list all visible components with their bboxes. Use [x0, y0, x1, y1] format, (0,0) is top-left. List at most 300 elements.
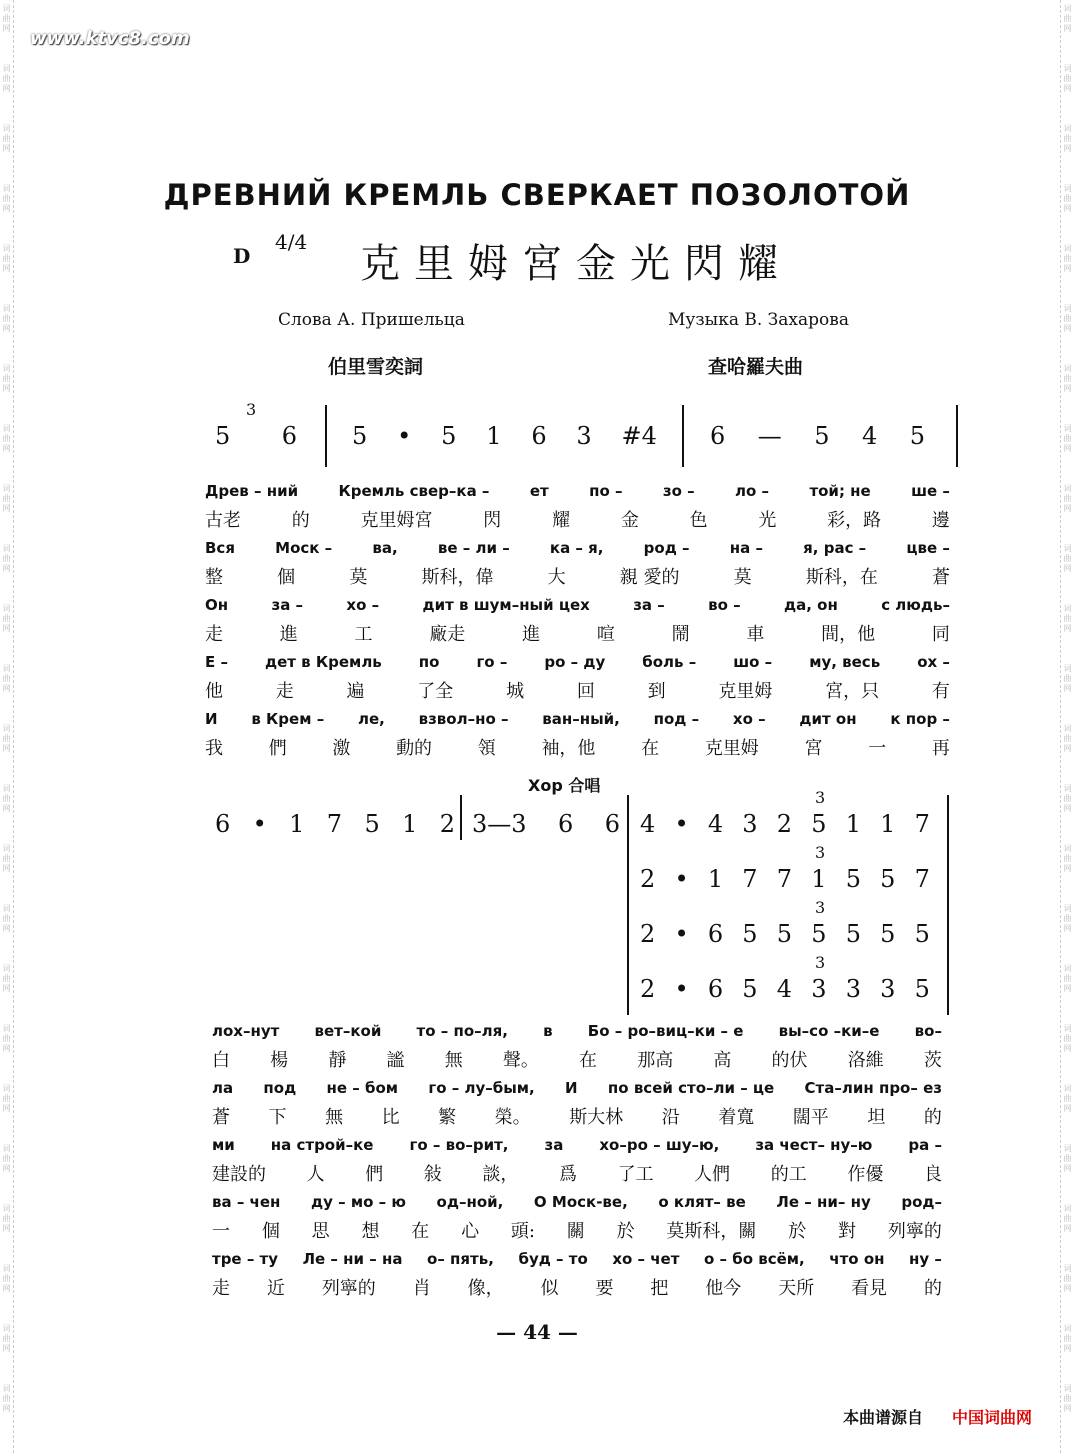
barline: [460, 795, 462, 840]
lyric-syllable: 的伏: [771, 1050, 808, 1071]
lyric-syllable: Ле – ни– ну: [776, 1193, 871, 1211]
side-watermark-text: 词 曲 网: [2, 1024, 11, 1053]
lyric-syllable: 蒼: [212, 1107, 230, 1128]
side-watermark-text: 词 曲 网: [1063, 1264, 1072, 1293]
lyric-syllable: 比: [381, 1107, 400, 1128]
lyric-syllable: ду – мо – ю: [311, 1193, 406, 1211]
lyric-syllable: 想: [361, 1221, 380, 1242]
note: 3: [845, 975, 861, 1003]
note: 5: [215, 422, 231, 450]
note: 3: [811, 975, 827, 1003]
side-watermark-text: 词 曲 网: [2, 244, 11, 273]
lyric-line-russian: [205, 710, 950, 728]
side-watermark-text: 词 曲 网: [1063, 784, 1072, 813]
lyric-syllable: 們: [365, 1164, 384, 1185]
lyric-syllable: 間，他: [821, 624, 876, 645]
lyric-syllable: за чест– ну–ю: [755, 1136, 873, 1154]
lyric-syllable: 下: [268, 1107, 287, 1128]
note: 2: [640, 920, 656, 948]
side-watermark-text: 词 曲 网: [2, 1384, 11, 1413]
lyric-syllable: 在: [411, 1221, 430, 1242]
side-watermark-text: 词 曲 网: [2, 364, 11, 393]
lyric-syllable: 把: [650, 1278, 669, 1299]
lyric-syllable: 無: [444, 1050, 463, 1071]
note: 5: [776, 920, 793, 948]
lyric-syllable: 動的: [396, 738, 433, 759]
lyric-syllable: ет: [529, 482, 549, 500]
lyric-syllable: 談，: [482, 1164, 519, 1185]
chorus-part-line: [640, 810, 930, 838]
lyric-line-russian: [205, 539, 950, 557]
lyric-syllable: 彩，路: [827, 510, 882, 531]
lyric-syllable: с людь–: [881, 596, 950, 614]
side-watermark-text: 词 曲 网: [2, 1324, 11, 1353]
lyric-syllable: Е –: [205, 653, 228, 671]
lyric-syllable: 色: [689, 510, 708, 531]
side-watermark-text: 词 曲 网: [2, 544, 11, 573]
lyric-syllable: 走: [205, 624, 223, 645]
side-watermark-text: 词 曲 网: [2, 964, 11, 993]
lyric-syllable: что он: [829, 1250, 885, 1268]
lyric-syllable: 有: [931, 681, 950, 702]
lyric-syllable: 進: [522, 624, 541, 645]
lyric-syllable: 同: [931, 624, 950, 645]
side-watermark-text: 词 曲 网: [1063, 724, 1072, 753]
lyric-syllable: шо –: [733, 653, 773, 671]
note: 1: [880, 810, 896, 838]
lyric-syllable: дет в Кремль: [264, 653, 382, 671]
lyric-syllable: го – во–рит,: [409, 1136, 509, 1154]
side-watermark-text: 词 曲 网: [1063, 604, 1072, 633]
side-watermark-text: 词 曲 网: [2, 64, 11, 93]
lyric-line-chinese: [205, 563, 950, 589]
side-watermark-text: 词 曲 网: [1063, 124, 1072, 153]
lyric-syllable: 關: [566, 1221, 585, 1242]
lyric-syllable: к пор –: [890, 710, 950, 728]
lyric-syllable: 的: [291, 510, 310, 531]
lyric-syllable: 他: [205, 681, 223, 702]
composer-russian: Музыка В. Захарова: [668, 310, 849, 330]
side-watermark-text: 词 曲 网: [2, 904, 11, 933]
note: 7: [776, 865, 793, 893]
lyric-line-russian: [212, 1250, 942, 1268]
lyric-syllable: ве – ли –: [437, 539, 510, 557]
lyric-syllable: 蒼: [931, 567, 950, 588]
note: 5: [742, 920, 758, 948]
side-watermark-text: 词 曲 网: [2, 184, 11, 213]
lyric-syllable: 閃: [483, 510, 502, 531]
note: 2: [640, 975, 656, 1003]
lyric-syllable: боль –: [642, 653, 697, 671]
lyric-syllable: ле,: [357, 710, 385, 728]
lyric-syllable: дит он: [799, 710, 857, 728]
measure-5: [472, 810, 620, 838]
side-watermark-text: 词 曲 网: [1063, 1084, 1072, 1113]
lyric-syllable: 喧: [596, 624, 615, 645]
lyric-syllable: 莫斯科，關: [666, 1221, 757, 1242]
lyric-syllable: вет–кой: [314, 1022, 382, 1040]
lyric-syllable: 的: [923, 1107, 942, 1128]
measure-1: [215, 422, 297, 450]
note: 6: [707, 920, 724, 948]
note: 6: [281, 422, 297, 450]
footer-source-label: 本曲谱源自: [843, 1408, 924, 1427]
meter-bottom: 4: [294, 230, 308, 254]
lyric-syllable: 肖: [412, 1278, 431, 1299]
side-watermark-text: 词 曲 网: [2, 844, 11, 873]
page-number: — 44 —: [496, 1320, 578, 1344]
lyric-syllable: 再: [931, 738, 950, 759]
note: 3: [880, 975, 896, 1003]
note: 7: [914, 865, 930, 893]
lyric-line-chinese: [212, 1274, 942, 1300]
side-watermark-text: 词 曲 网: [1063, 1144, 1072, 1173]
side-watermark-text: 词 曲 网: [1063, 964, 1072, 993]
lyric-syllable: О Моск-ве,: [533, 1193, 628, 1211]
lyricist-russian: Слова А. Пришельца: [278, 310, 465, 330]
lyric-syllable: 對: [838, 1221, 857, 1242]
lyric-syllable: 克里姆: [718, 681, 773, 702]
note: •: [674, 920, 689, 948]
note: •: [674, 865, 689, 893]
note: 3: [742, 810, 758, 838]
lyric-syllable: 邊: [931, 510, 950, 531]
note: 5: [811, 810, 827, 838]
lyric-syllable: од–ной,: [436, 1193, 504, 1211]
lyric-syllable: по –: [589, 482, 623, 500]
barline: [947, 795, 949, 1015]
lyric-syllable: 激: [332, 738, 351, 759]
lyric-line-chinese: [212, 1217, 942, 1243]
lyric-syllable: под –: [653, 710, 700, 728]
lyric-line-russian: [212, 1079, 942, 1097]
lyric-syllable: 像，: [467, 1278, 504, 1299]
side-watermark-text: 词 曲 网: [2, 424, 11, 453]
measure-4: [215, 810, 455, 838]
lyric-syllable: 近: [266, 1278, 285, 1299]
lyric-syllable: 進: [279, 624, 298, 645]
lyric-syllable: Моск –: [275, 539, 333, 557]
side-watermark-text: 词 曲 网: [2, 4, 11, 33]
lyricist-chinese: 伯里雪奕詞: [328, 356, 424, 378]
lyric-line-russian: [212, 1136, 942, 1154]
note: 5: [364, 810, 380, 838]
lyric-syllable: 沿: [661, 1107, 680, 1128]
lyric-syllable: 袖，他: [541, 738, 596, 759]
note: 6: [531, 422, 547, 450]
side-watermark-text: 词 曲 网: [1063, 4, 1072, 33]
side-watermark-text: 词 曲 网: [1063, 184, 1072, 213]
note: 4: [707, 810, 724, 838]
side-watermark-text: 词 曲 网: [1063, 844, 1072, 873]
lyric-syllable: ла: [212, 1079, 234, 1097]
side-watermark-text: 词 曲 网: [1063, 244, 1072, 273]
lyric-syllable: 思: [311, 1221, 330, 1242]
lyric-syllable: ра –: [908, 1136, 942, 1154]
footer-site-link[interactable]: 中国词曲网: [952, 1408, 1033, 1427]
lyric-syllable: И: [565, 1079, 578, 1097]
lyric-syllable: 個: [277, 567, 296, 588]
lyric-syllable: ло –: [735, 482, 770, 500]
side-watermark-text: 词 曲 网: [2, 784, 11, 813]
note: 1: [811, 865, 827, 893]
lyric-syllable: Он: [205, 596, 229, 614]
lyric-syllable: И: [205, 710, 218, 728]
lyric-syllable: ну –: [909, 1250, 942, 1268]
lyric-syllable: тре – ту: [212, 1250, 279, 1268]
lyric-syllable: 工: [354, 624, 373, 645]
side-watermark-text: 词 曲 网: [1063, 1024, 1072, 1053]
side-watermark-text: 词 曲 网: [1063, 484, 1072, 513]
lyric-syllable: 榮。: [494, 1107, 531, 1128]
composer-chinese: 查哈羅夫曲: [708, 356, 804, 378]
lyric-syllable: род–: [901, 1193, 942, 1211]
lyric-syllable: 走: [212, 1278, 230, 1299]
lyric-syllable: 大: [547, 567, 566, 588]
lyric-syllable: ми: [212, 1136, 235, 1154]
lyric-line-russian: [205, 653, 950, 671]
lyric-syllable: ка – я,: [549, 539, 604, 557]
note: •: [674, 975, 689, 1003]
lyric-syllable: 看見: [851, 1278, 888, 1299]
lyric-syllable: 似: [540, 1278, 559, 1299]
lyric-line-chinese: [212, 1046, 942, 1072]
note: 3—3: [472, 810, 527, 838]
lyric-syllable: 我: [205, 738, 223, 759]
lyric-syllable: да, он: [784, 596, 838, 614]
lyric-line-russian: [212, 1193, 942, 1211]
note: 1: [845, 810, 861, 838]
lyric-syllable: 繁: [438, 1107, 457, 1128]
lyric-syllable: 於: [788, 1221, 807, 1242]
side-watermark-text: 词 曲 网: [2, 1204, 11, 1233]
lyric-syllable: по всей сто–ли – це: [607, 1079, 775, 1097]
measure-3: [710, 422, 925, 450]
barline: [627, 795, 629, 1015]
note: •: [674, 810, 689, 838]
lyric-line-russian: [205, 596, 950, 614]
lyric-line-chinese: [205, 506, 950, 532]
lyric-line-chinese: [212, 1103, 942, 1129]
note: 1: [402, 810, 418, 838]
lyric-syllable: 在: [641, 738, 660, 759]
side-watermark-text: 词 曲 网: [1063, 64, 1072, 93]
lyric-syllable: 敍: [423, 1164, 442, 1185]
lyric-syllable: хо – чет: [612, 1250, 680, 1268]
lyric-syllable: 心: [461, 1221, 480, 1242]
note: —: [757, 422, 782, 450]
lyric-syllable: вы–со –ки–е: [778, 1022, 880, 1040]
side-watermark-text: 词 曲 网: [2, 1084, 11, 1113]
lyric-line-chinese: [205, 734, 950, 760]
side-watermark-text: 词 曲 网: [1063, 1204, 1072, 1233]
triplet-mark: 3: [246, 400, 257, 419]
note: 5: [742, 975, 758, 1003]
lyric-syllable: 車: [746, 624, 765, 645]
lyric-syllable: ва,: [372, 539, 398, 557]
lyric-line-chinese: [212, 1160, 942, 1186]
lyric-syllable: ох –: [917, 653, 950, 671]
chorus-part-line: [640, 975, 930, 1003]
side-watermark-text: 词 曲 网: [1063, 544, 1072, 573]
side-watermark-text: 词 曲 网: [1063, 364, 1072, 393]
measure-2: [352, 422, 657, 450]
note: •: [252, 810, 267, 838]
lyric-syllable: о клят– ве: [658, 1193, 746, 1211]
side-watermark-text: 词 曲 网: [2, 724, 11, 753]
chorus-label: Хор 合唱: [528, 776, 601, 795]
barline: [325, 405, 327, 467]
lyric-syllable: ван–ный,: [542, 710, 620, 728]
triplet-mark: 3: [815, 843, 826, 862]
side-watermark-text: 词 曲 网: [2, 484, 11, 513]
key-signature: D: [233, 244, 251, 268]
lyric-syllable: 天所: [778, 1278, 815, 1299]
lyric-syllable: 親 愛的: [619, 567, 680, 588]
lyric-syllable: род –: [643, 539, 690, 557]
lyric-syllable: 的工: [770, 1164, 807, 1185]
lyric-syllable: в: [543, 1022, 553, 1040]
chorus-part-line: [640, 865, 930, 893]
lyric-syllable: 列寧的: [321, 1278, 376, 1299]
lyric-syllable: 他今: [705, 1278, 742, 1299]
lyric-syllable: 城: [506, 681, 525, 702]
side-watermark-text: 词 曲 网: [2, 664, 11, 693]
lyric-syllable: буд – то: [518, 1250, 588, 1268]
note: 6: [604, 810, 620, 838]
side-watermark-text: 词 曲 网: [2, 1264, 11, 1293]
note: 5: [352, 422, 368, 450]
note: 6: [215, 810, 231, 838]
left-watermark-strip: [0, 0, 14, 1453]
lyric-syllable: 無: [325, 1107, 344, 1128]
barline: [682, 405, 684, 467]
lyric-syllable: о– пять,: [427, 1250, 494, 1268]
chorus-part-line: [640, 920, 930, 948]
lyric-syllable: той; не: [809, 482, 871, 500]
lyric-syllable: во–: [914, 1022, 942, 1040]
lyric-syllable: 莫: [349, 567, 368, 588]
lyric-syllable: 領: [477, 738, 496, 759]
note: 4: [861, 422, 878, 450]
lyric-syllable: во –: [708, 596, 741, 614]
lyric-syllable: 茨: [923, 1050, 942, 1071]
note: 4: [640, 810, 656, 838]
lyric-syllable: 耀: [552, 510, 571, 531]
lyric-syllable: 建設的: [212, 1164, 266, 1185]
lyric-syllable: 在: [579, 1050, 598, 1071]
lyric-syllable: цве –: [906, 539, 950, 557]
lyric-syllable: 人: [306, 1164, 325, 1185]
barline: [956, 405, 958, 467]
lyric-line-russian: [212, 1022, 942, 1040]
title-chinese: 克里姆宮金光閃耀: [360, 241, 792, 287]
lyric-syllable: 莫: [733, 567, 752, 588]
lyric-syllable: ше –: [911, 482, 950, 500]
lyric-syllable: 謐: [386, 1050, 405, 1071]
note: 7: [914, 810, 930, 838]
lyric-syllable: взвол–но –: [418, 710, 509, 728]
lyric-syllable: 要: [595, 1278, 614, 1299]
side-watermark-text: 词 曲 网: [1063, 304, 1072, 333]
lyric-syllable: 楊: [270, 1050, 289, 1071]
lyric-syllable: 那高: [637, 1050, 674, 1071]
lyric-syllable: я, рас –: [803, 539, 867, 557]
lyric-syllable: 金: [620, 510, 639, 531]
lyric-syllable: 着寬: [718, 1107, 755, 1128]
note: 5: [880, 865, 896, 893]
note: 1: [289, 810, 305, 838]
lyric-syllable: 白: [212, 1050, 230, 1071]
note: 5: [441, 422, 457, 450]
side-watermark-text: 词 曲 网: [1063, 1384, 1072, 1413]
lyric-syllable: 斯科，在: [805, 567, 878, 588]
note: 6: [557, 810, 574, 838]
lyric-syllable: 回: [576, 681, 595, 702]
lyric-syllable: 宮，只: [825, 681, 880, 702]
lyric-syllable: 洛維: [847, 1050, 884, 1071]
side-watermark-text: 词 曲 网: [2, 304, 11, 333]
side-watermark-text: 词 曲 网: [1063, 664, 1072, 693]
lyric-syllable: дит в шум–ный цех: [422, 596, 590, 614]
note: 2: [439, 810, 455, 838]
lyric-syllable: на –: [729, 539, 763, 557]
note: 5: [811, 920, 827, 948]
lyric-syllable: 高: [713, 1050, 732, 1071]
note: 6: [707, 975, 724, 1003]
lyric-syllable: 了工: [617, 1164, 654, 1185]
lyric-syllable: 斯科，偉: [421, 567, 494, 588]
side-watermark-text: 词 曲 网: [2, 604, 11, 633]
triplet-mark: 3: [815, 953, 826, 972]
lyric-syllable: 一: [868, 738, 887, 759]
lyric-line-chinese: [205, 620, 950, 646]
lyric-syllable: 靜: [328, 1050, 347, 1071]
lyric-syllable: 斯大林: [569, 1107, 624, 1128]
note: 5: [814, 422, 830, 450]
lyric-syllable: 克里姆宮: [360, 510, 433, 531]
lyric-syllable: Бо – ро–виц–ки – е: [587, 1022, 744, 1040]
note: 2: [776, 810, 793, 838]
lyric-syllable: 宮: [804, 738, 823, 759]
lyric-syllable: 個: [261, 1221, 280, 1242]
lyric-syllable: то – по–ля,: [416, 1022, 508, 1040]
lyric-syllable: го – лу–бым,: [428, 1079, 535, 1097]
site-watermark: www.ktvc8.com: [30, 28, 190, 49]
lyric-syllable: в Крем –: [251, 710, 325, 728]
lyric-syllable: на строй–ке: [270, 1136, 374, 1154]
lyric-syllable: 的: [923, 1278, 942, 1299]
lyric-syllable: 良: [923, 1164, 942, 1185]
lyric-syllable: 闊平: [792, 1107, 829, 1128]
lyric-syllable: му, весь: [809, 653, 881, 671]
lyric-syllable: 了全: [417, 681, 454, 702]
lyric-syllable: за –: [271, 596, 304, 614]
lyric-syllable: хо –: [346, 596, 380, 614]
lyric-syllable: хо–ро – шу–ю,: [599, 1136, 720, 1154]
note: #4: [621, 422, 657, 450]
note: 6: [710, 422, 726, 450]
lyric-syllable: 坦: [867, 1107, 886, 1128]
side-watermark-text: 词 曲 网: [2, 124, 11, 153]
note: •: [397, 422, 412, 450]
lyric-syllable: 古老: [205, 510, 241, 531]
right-watermark-strip: [1060, 0, 1074, 1453]
lyric-syllable: Древ – ний: [205, 482, 299, 500]
lyric-syllable: хо –: [732, 710, 766, 728]
note: 5: [845, 920, 861, 948]
note: 4: [776, 975, 793, 1003]
